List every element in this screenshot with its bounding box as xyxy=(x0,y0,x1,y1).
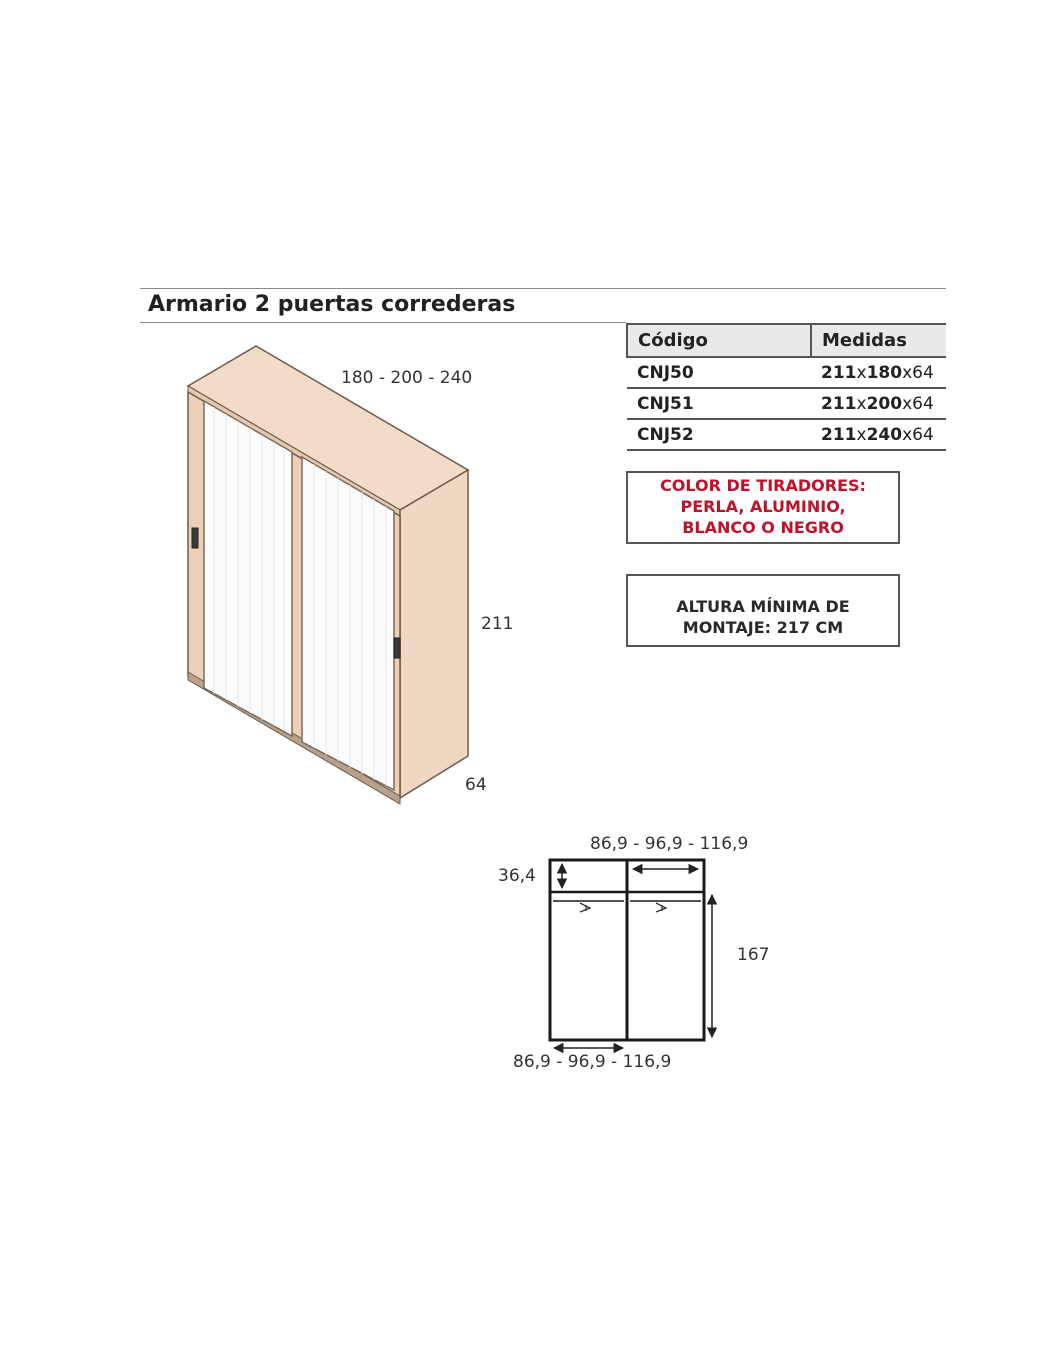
note-line: COLOR DE TIRADORES: xyxy=(660,476,866,495)
measure-depth: 64 xyxy=(912,393,934,414)
left-door-handle xyxy=(192,528,198,548)
wardrobe-side xyxy=(400,470,468,798)
column-header-measures: Medidas xyxy=(811,324,946,357)
interior-top-width-label: 86,9 - 96,9 - 116,9 xyxy=(590,834,749,854)
wardrobe-height-label: 211 xyxy=(481,614,514,634)
measure-height: 211 xyxy=(821,393,857,414)
right-door xyxy=(302,457,394,790)
measure-separator: x xyxy=(902,362,913,383)
wardrobe-width-label: 180 - 200 - 240 xyxy=(341,368,473,388)
product-code: CNJ51 xyxy=(627,388,811,419)
page-title: Armario 2 puertas correderas xyxy=(148,292,516,317)
product-code: CNJ50 xyxy=(627,357,811,388)
interior-diagram xyxy=(550,860,712,1048)
measure-depth: 64 xyxy=(912,362,934,383)
measure-depth: 64 xyxy=(912,424,934,445)
note-line: PERLA, ALUMINIO, xyxy=(680,497,846,516)
measure-width: 240 xyxy=(866,424,903,445)
column-header-code: Código xyxy=(627,324,811,357)
measure-separator: x xyxy=(856,362,867,383)
right-door-handle xyxy=(394,638,400,658)
note-line: MONTAJE: 217 CM xyxy=(682,618,844,637)
interior-hanging-height-label: 167 xyxy=(737,945,770,965)
hanger-icon xyxy=(580,903,590,912)
interior-bottom-width-label: 86,9 - 96,9 - 116,9 xyxy=(513,1052,672,1072)
measure-separator: x xyxy=(856,393,867,414)
wardrobe-depth-label: 64 xyxy=(465,775,487,795)
measure-width: 180 xyxy=(866,362,903,383)
measure-separator: x xyxy=(902,424,913,445)
product-code: CNJ52 xyxy=(627,419,811,450)
note-line: BLANCO O NEGRO xyxy=(682,518,844,537)
left-door xyxy=(204,401,292,736)
interior-shelf-height-label: 36,4 xyxy=(498,866,536,886)
measure-width: 200 xyxy=(866,393,903,414)
measure-separator: x xyxy=(902,393,913,414)
measure-separator: x xyxy=(856,424,867,445)
measure-height: 211 xyxy=(821,362,857,383)
wardrobe-illustration xyxy=(188,346,468,804)
hanger-icon xyxy=(656,903,666,912)
measure-height: 211 xyxy=(821,424,857,445)
note-line: ALTURA MÍNIMA DE xyxy=(676,597,850,616)
